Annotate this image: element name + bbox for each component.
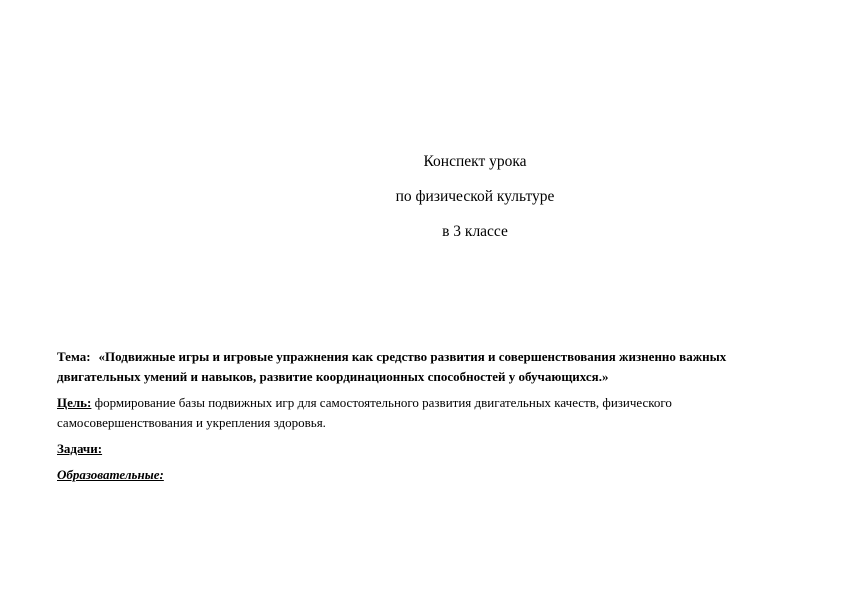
topic-label: Тема: [57,349,91,364]
goal-text: формирование базы подвижных игр для самостоятельного развития двигательных качеств, физического самосовершенствования и укрепления здоровья. [57,395,672,430]
title-line-1: Конспект урока [423,153,527,170]
document-title [330,152,620,257]
goal-label: Цель: [57,395,92,410]
topic-paragraph [57,347,797,387]
topic-text: «Подвижные игры и игровые упражнения как средство развития и совершенствования жизненно важных двигательных умений и навыков, развитие координационных способностей у обучающихся.» [57,349,727,384]
title-line-3: в 3 классе [442,223,508,240]
educational-heading: Образовательные: [57,467,164,482]
tasks-heading: Задачи: [57,441,103,456]
title-line-2: по физической культуре [395,188,555,205]
document-body [57,347,797,491]
goal-paragraph [57,393,797,433]
